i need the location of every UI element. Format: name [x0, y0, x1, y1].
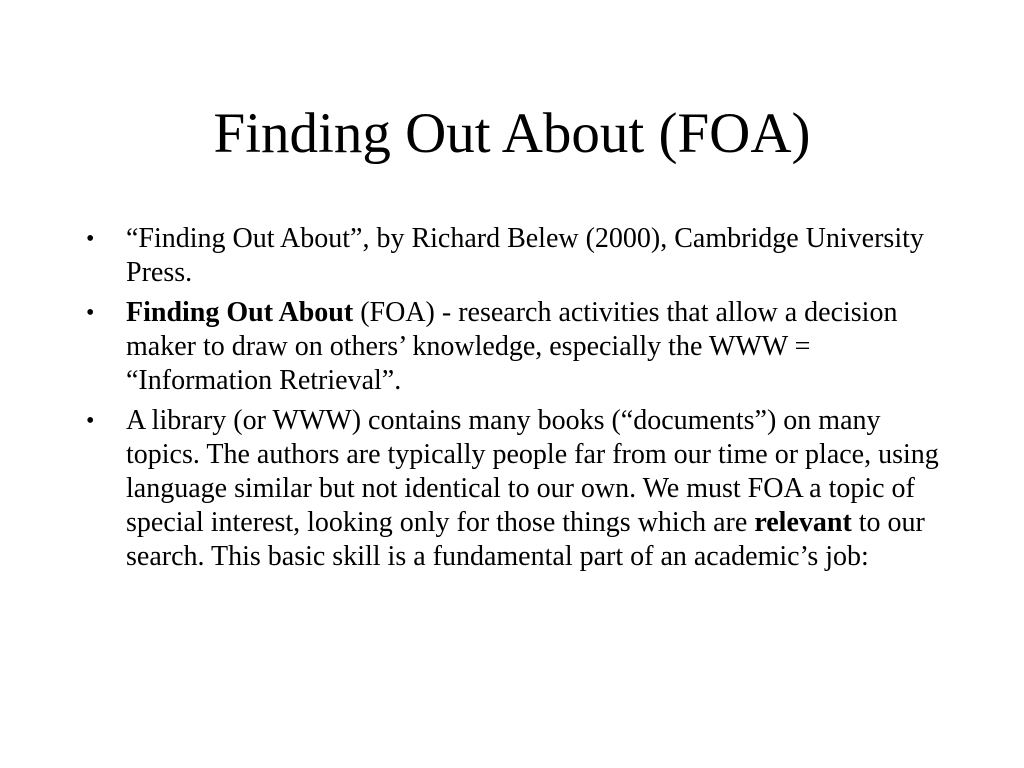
bullet-bold-term: relevant	[754, 507, 852, 538]
bullet-text: “Finding Out About”, by Richard Belew (2000), Cambridge University Press.	[126, 223, 924, 288]
bullet-item-foa-definition	[84, 296, 940, 398]
bullet-text-before: A library (or WWW) contains many books (“documents”) on many topics. The authors are typically people far from our time or place, using language similar but not identical to our own. We must FOA a topic of special interest, looking only for those things which are	[126, 405, 939, 538]
bullet-bold-term: Finding Out About	[126, 297, 354, 328]
bullet-dot: •	[86, 408, 95, 434]
bullet-text-after: to our search. This basic skill is a fundamental part of an academic’s job:	[126, 507, 925, 572]
slide-title: Finding Out About (FOA)	[213, 102, 811, 165]
bullet-item-book-reference	[84, 222, 940, 290]
bullet-item-library-description	[84, 404, 940, 574]
bullet-dot: •	[86, 226, 95, 252]
bullet-list	[84, 222, 940, 580]
bullet-text: (FOA) - research activities that allow a decision maker to draw on others’ knowledge, especially the WWW = “Information Retrieval”.	[126, 297, 898, 396]
bullet-dot: •	[86, 300, 95, 326]
